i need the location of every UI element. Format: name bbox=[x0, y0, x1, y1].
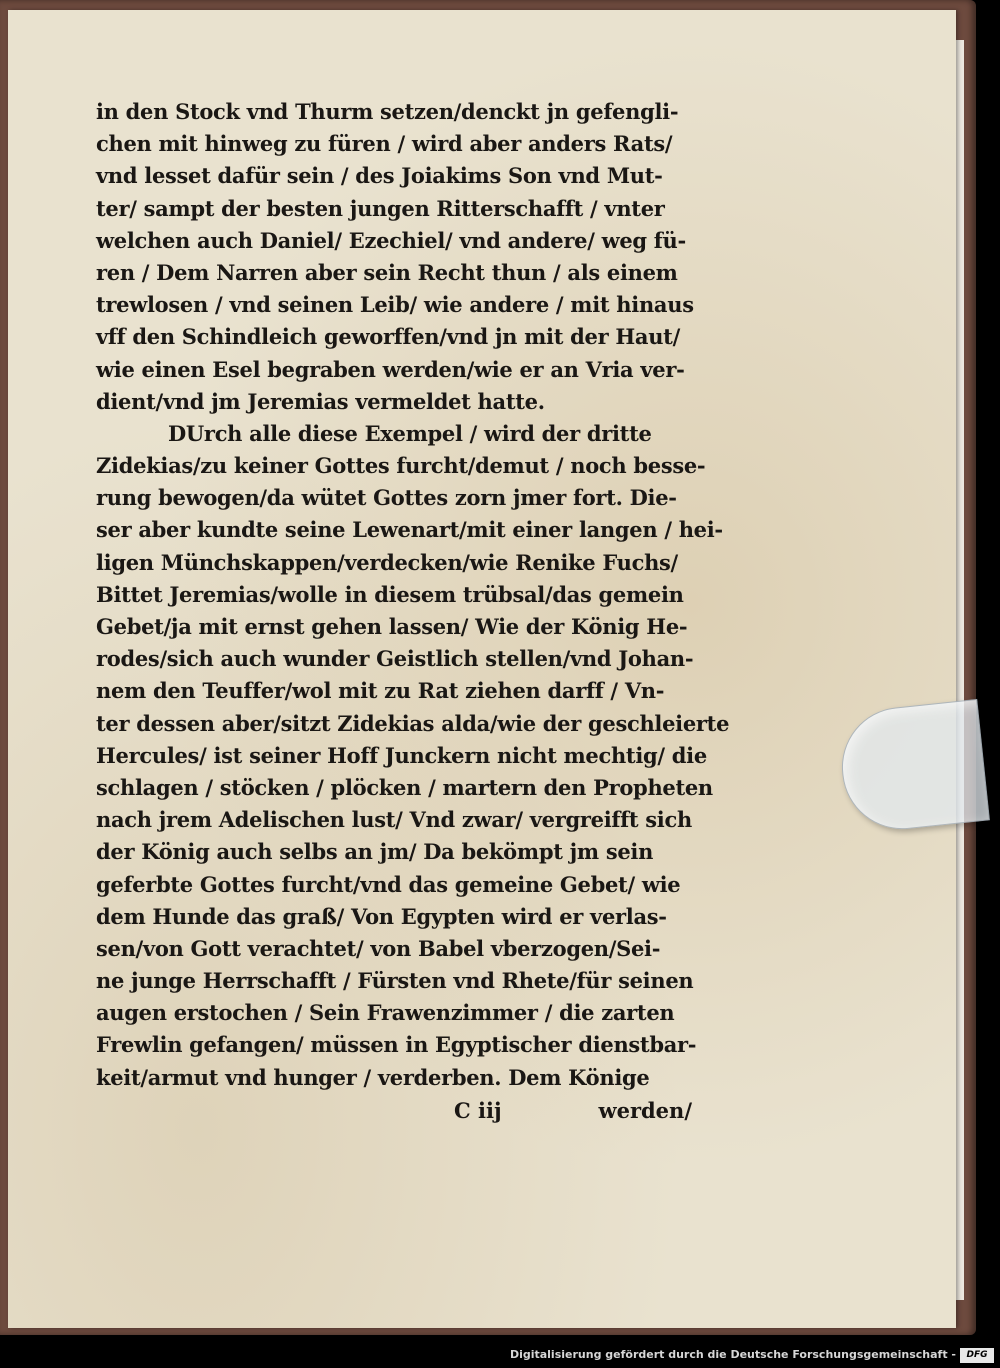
text-line: DUrch alle diese Exempel / wird der dritte bbox=[168, 420, 652, 446]
text-line: sen/von Gott verachtet/ von Babel vberzogen/Sei- bbox=[96, 935, 661, 961]
text-line: Gebet/ja mit ernst gehen lassen/ Wie der König He- bbox=[96, 614, 688, 639]
text-line: in den Stock vnd Thurm setzen/denckt jn gefengli- bbox=[96, 99, 679, 124]
text-line: augen erstochen / Sein Frawenzimmer / die zarten bbox=[96, 1000, 675, 1026]
text-line: rodes/sich auch wunder Geistlich stellen/vnd Johan- bbox=[96, 646, 694, 672]
page-text-block bbox=[96, 96, 730, 1094]
text-line: rung bewogen/da wütet Gottes zorn jmer fort. Die- bbox=[96, 485, 677, 511]
text-line: schlagen / stöcken / plöcken / martern den Propheten bbox=[96, 774, 713, 800]
text-line: ne junge Herrschafft / Fürsten vnd Rhete/für seinen bbox=[96, 968, 694, 994]
text-line: vnd lesset dafür sein / des Joiakims Son vnd Mut- bbox=[96, 163, 663, 189]
text-line: ser aber kundte seine Lewenart/mit einer langen / hei- bbox=[96, 517, 723, 543]
text-line: Bittet Jeremias/wolle in diesem trübsal/das gemein bbox=[96, 581, 684, 607]
catchword: werden/ bbox=[598, 1098, 692, 1123]
text-line: ren / Dem Narren aber sein Recht thun / als einem bbox=[96, 259, 678, 285]
text-line: Frewlin gefangen/ müssen in Egyptischer dienstbar- bbox=[96, 1032, 697, 1058]
text-line: Hercules/ ist seiner Hoff Junckern nicht mechtig/ die bbox=[96, 742, 707, 768]
text-line: ter dessen aber/sitzt Zidekias alda/wie der geschleierte bbox=[96, 710, 730, 736]
text-line: ter/ sampt der besten jungen Ritterschafft / vnter bbox=[96, 195, 665, 221]
credit-text: Digitalisierung gefördert durch die Deutsche Forschungsgemeinschaft - bbox=[509, 1348, 956, 1361]
text-line: Zidekias/zu keiner Gottes furcht/demut / noch besse- bbox=[96, 453, 706, 479]
text-line: dem Hunde das graß/ Von Egypten wird er verlas- bbox=[96, 903, 667, 929]
text-line: nem den Teuffer/wol mit zu Rat ziehen darff / Vn- bbox=[96, 678, 665, 704]
signature-mark: C iij bbox=[454, 1098, 502, 1123]
text-line: wie einen Esel begraben werden/wie er an Vria ver- bbox=[96, 356, 685, 382]
text-line: nach jrem Adelischen lust/ Vnd zwar/ vergreifft sich bbox=[96, 807, 692, 833]
text-line: dient/vnd jm Jeremias vermeldet hatte. bbox=[96, 388, 545, 414]
page-footer bbox=[96, 1098, 706, 1132]
text-line: geferbte Gottes furcht/vnd das gemeine Gebet/ wie bbox=[96, 871, 681, 897]
credit-bar bbox=[0, 1344, 1000, 1368]
dfg-logo: DFG bbox=[960, 1348, 994, 1363]
text-line: ligen Münchskappen/verdecken/wie Renike Fuchs/ bbox=[96, 549, 678, 575]
book-page bbox=[8, 10, 956, 1328]
text-line: der König auch selbs an jm/ Da bekömpt jm sein bbox=[96, 839, 654, 865]
text-line: keit/armut vnd hunger / verderben. Dem Könige bbox=[96, 1064, 650, 1090]
text-line: vff den Schindleich geworffen/vnd jn mit der Haut/ bbox=[96, 324, 680, 350]
text-line: trewlosen / vnd seinen Leib/ wie andere / mit hinaus bbox=[96, 292, 694, 318]
text-line: welchen auch Daniel/ Ezechiel/ vnd andere/ weg fü- bbox=[96, 227, 686, 253]
text-line: chen mit hinweg zu füren / wird aber anders Rats/ bbox=[96, 131, 673, 157]
